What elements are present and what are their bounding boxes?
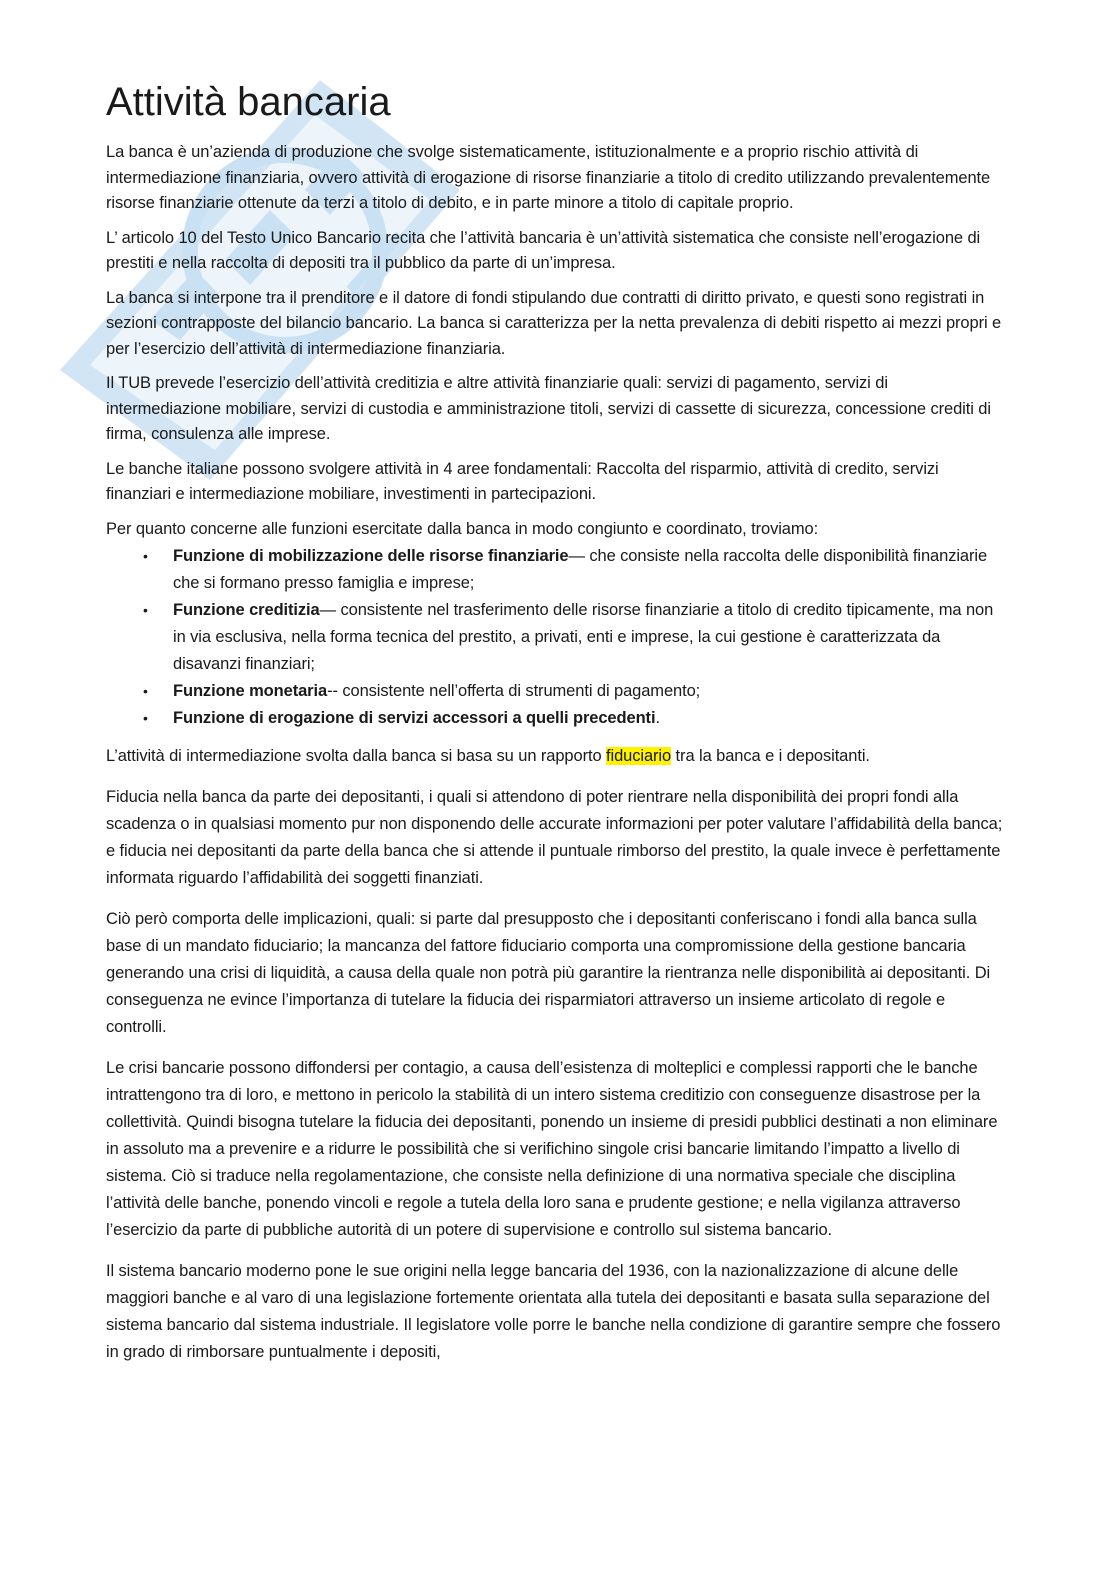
fiduciary-text-after: tra la banca e i depositanti.: [671, 747, 870, 765]
list-item: [143, 597, 1006, 678]
function-description: — consistente nel trasferimento delle risorse finanziarie a titolo di credito tipicamente, ma non in via esclusiva, nella forma tecnica del prestito, a privati, enti e imprese, la cui gestione è caratterizzata da disavanzi finanziari;: [173, 601, 994, 673]
paragraph-banking-crises: Le crisi bancarie possono diffondersi per contagio, a causa dell’esistenza di molteplici e complessi rapporti che le banche intrattengono tra di loro, e mettono in pericolo la stabilità di un intero sistema creditizio con conseguenze disastrose per la collettività. Quindi bisogna tutelare la fiducia dei depositanti, ponendo un insieme di presidi pubblici destinati a non eliminare in assoluto ma a prevenire e a ridurre le possibilità che si verifichino singole crisi bancarie limitando l’impatto a livello di sistema. Ciò si traduce nella regolamentazione, che consiste nella definizione di una normativa speciale che disciplina l’attività delle banche, ponendo vincoli e regole a tutela della loro sana e prudente gestione; e nella vigilanza attraverso l’esercizio da parte di pubbliche autorità di un potere di supervisione e controllo sul sistema bancario.: [106, 1058, 998, 1239]
function-description: .: [655, 709, 660, 727]
function-term: Funzione di mobilizzazione delle risorse finanziarie: [173, 547, 569, 565]
function-term: Funzione di erogazione di servizi accessori a quelli precedenti: [173, 709, 656, 727]
highlighted-term: fiduciario: [606, 747, 672, 765]
paragraph-definition: La banca è un’azienda di produzione che svolge sistematicamente, istituzionalmente e a proprio rischio attività di intermediazione finanziaria, ovvero attività di erogazione di risorse finanziarie a titolo di credito utilizzando prevalentemente risorse finanziarie ottenute da terzi a titolo di debito, e in parte minore a titolo di capitale proprio.: [106, 143, 991, 212]
document-body: [106, 78, 1006, 1380]
function-term: Funzione creditizia: [173, 601, 320, 619]
paragraph-tub-article: L’ articolo 10 del Testo Unico Bancario recita che l’attività bancaria è un’attività sistematica che consiste nell’erogazione di prestiti e nella raccolta di depositi tra il pubblico da parte di un’impresa.: [106, 228, 981, 272]
paragraph-functions-intro: Per quanto concerne alle funzioni esercitate dalla banca in modo congiunto e coordinato, troviamo:: [106, 519, 819, 538]
paragraph-areas: Le banche italiane possono svolgere attività in 4 aree fondamentali: Raccolta del risparmio, attività di credito, servizi finanziari e intermediazione mobiliare, investimenti in partecipazioni.: [106, 459, 939, 503]
list-item: [143, 543, 1006, 597]
function-description: — che consiste nella raccolta delle disponibilità finanziarie che si formano presso famiglia e imprese;: [173, 547, 988, 592]
bullet-icon: •: [143, 602, 148, 618]
bullet-icon: •: [143, 548, 148, 564]
paragraph-modern-system: Il sistema bancario moderno pone le sue origini nella legge bancaria del 1936, con la nazionalizzazione di alcune delle maggiori banche e al varo di una legislazione fortemente orientata alla tutela dei depositanti e basata sulla separazione del sistema bancario dal sistema industriale. Il legislatore volle porre le banche nella condizione di garantire sempre che fossero in grado di rimborsare puntualmente i depositi,: [106, 1261, 1001, 1361]
fiduciary-text-before: L’attività di intermediazione svolta dalla banca si basa su un rapporto: [106, 747, 607, 765]
function-description: -- consistente nell’offerta di strumenti di pagamento;: [327, 682, 701, 700]
paragraph-trust: Fiducia nella banca da parte dei depositanti, i quali si attendono di poter rientrare nella disponibilità dei propri fondi alla scadenza o in qualsiasi momento pur non disponendo delle accurate informazioni per poter valutare l’affidabilità della banca; e fiducia nei depositanti da parte della banca che si attende il puntuale rimborso del prestito, la quale invece è perfettamente informata riguardo l’affidabilità dei soggetti finanziati.: [106, 787, 1003, 887]
functions-list: [106, 543, 1006, 732]
function-term: Funzione monetaria: [173, 682, 328, 700]
paragraph-tub-activities: Il TUB prevede l’esercizio dell’attività creditizia e altre attività finanziarie quali: servizi di pagamento, servizi di intermediazione mobiliare, servizi di custodia e amministrazione titoli, servizi di cassette di sicurezza, concessione crediti di firma, consulenza alle imprese.: [106, 374, 991, 443]
bullet-icon: •: [143, 683, 148, 699]
list-item: [143, 678, 1006, 705]
bullet-icon: •: [143, 710, 148, 726]
list-item: [143, 705, 1006, 732]
page-title: Attività bancaria: [106, 80, 391, 124]
paragraph-implications: Ciò però comporta delle implicazioni, quali: si parte dal presupposto che i depositanti conferiscano i fondi alla banca sulla base di un mandato fiduciario; la mancanza del fattore fiduciario comporta una compromissione della gestione bancaria generando una crisi di liquidità, a causa della quale non potrà più garantire la rientranza nelle disponibilità ai depositanti. Di conseguenza ne evince l’importanza di tutelare la fiducia dei risparmiatori attraverso un insieme articolato di regole e controlli.: [106, 909, 991, 1036]
paragraph-fiduciary: [106, 744, 1006, 770]
paragraph-interposition: La banca si interpone tra il prenditore e il datore di fondi stipulando due contratti di diritto privato, e questi sono registrati in sezioni contrapposte del bilancio bancario. La banca si caratterizza per la netta prevalenza di debiti rispetto ai mezzi propri e per l’esercizio dell’attività di intermediazione finanziaria.: [106, 288, 1002, 358]
